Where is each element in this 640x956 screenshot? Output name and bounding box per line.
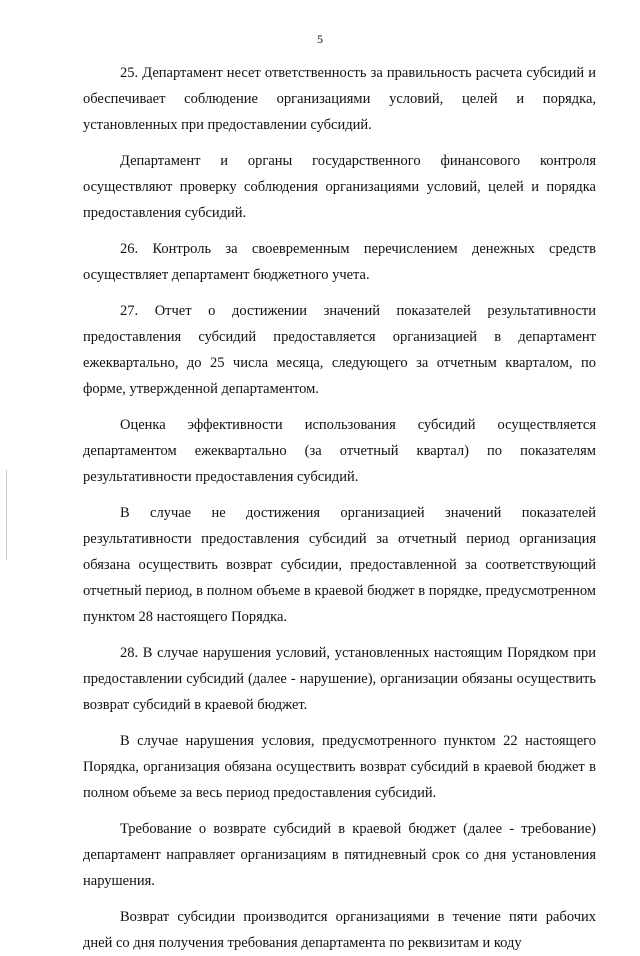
- document-body: [83, 60, 596, 956]
- paragraph-violation-22: В случае нарушения условия, предусмотренного пунктом 22 настоящего Порядка, организация обязана осуществить возврат субсидий в краевой бюджет в полном объеме за весь период предоставления субсидий.: [83, 733, 596, 801]
- paragraph-requirement: Требование о возврате субсидий в краевой бюджет (далее - требование) департамент направляет организациям в пятидневный срок со дня установления нарушения.: [83, 821, 596, 889]
- paragraph-refund: Возврат субсидии производится организациями в течение пяти рабочих дней со дня получения требования департамента по реквизитам и коду: [83, 909, 596, 951]
- paragraph-25: 25. Департамент несет ответственность за правильность расчета субсидий и обеспечивает соблюдение организациями условий, целей и порядка, установленных при предоставлении субсидий.: [83, 65, 596, 133]
- paragraph-non-achievement: В случае не достижения организацией значений показателей результативности предоставления субсидий за отчетный период организация обязана осуществить возврат субсидии, предоставленной за соответствующий отчетный период, в полном объеме в краевой бюджет в порядке, предусмотренном пунктом 28 настоящего Порядка.: [83, 505, 596, 625]
- paragraph-28: 28. В случае нарушения условий, установленных настоящим Порядком при предоставлении субсидий (далее - нарушение), организации обязаны осуществить возврат субсидий в краевой бюджет.: [83, 645, 596, 713]
- paragraph-efficiency-assessment: Оценка эффективности использования субсидий осуществляется департаментом ежеквартально (за отчетный квартал) по показателям результативности предоставления субсидий.: [83, 417, 596, 485]
- paragraph-state-control: Департамент и органы государственного финансового контроля осуществляют проверку соблюдения организациями условий, целей и порядка предоставления субсидий.: [83, 153, 596, 221]
- page-number: 5: [317, 32, 323, 46]
- scan-margin-line: [6, 470, 7, 560]
- paragraph-27: 27. Отчет о достижении значений показателей результативности предоставления субсидий предоставляется организацией в департамент ежеквартально, до 25 числа месяца, следующего за отчетным кварталом, по форме, утвержденной департаментом.: [83, 303, 596, 397]
- paragraph-26: 26. Контроль за своевременным перечислением денежных средств осуществляет департамент бюджетного учета.: [83, 241, 596, 283]
